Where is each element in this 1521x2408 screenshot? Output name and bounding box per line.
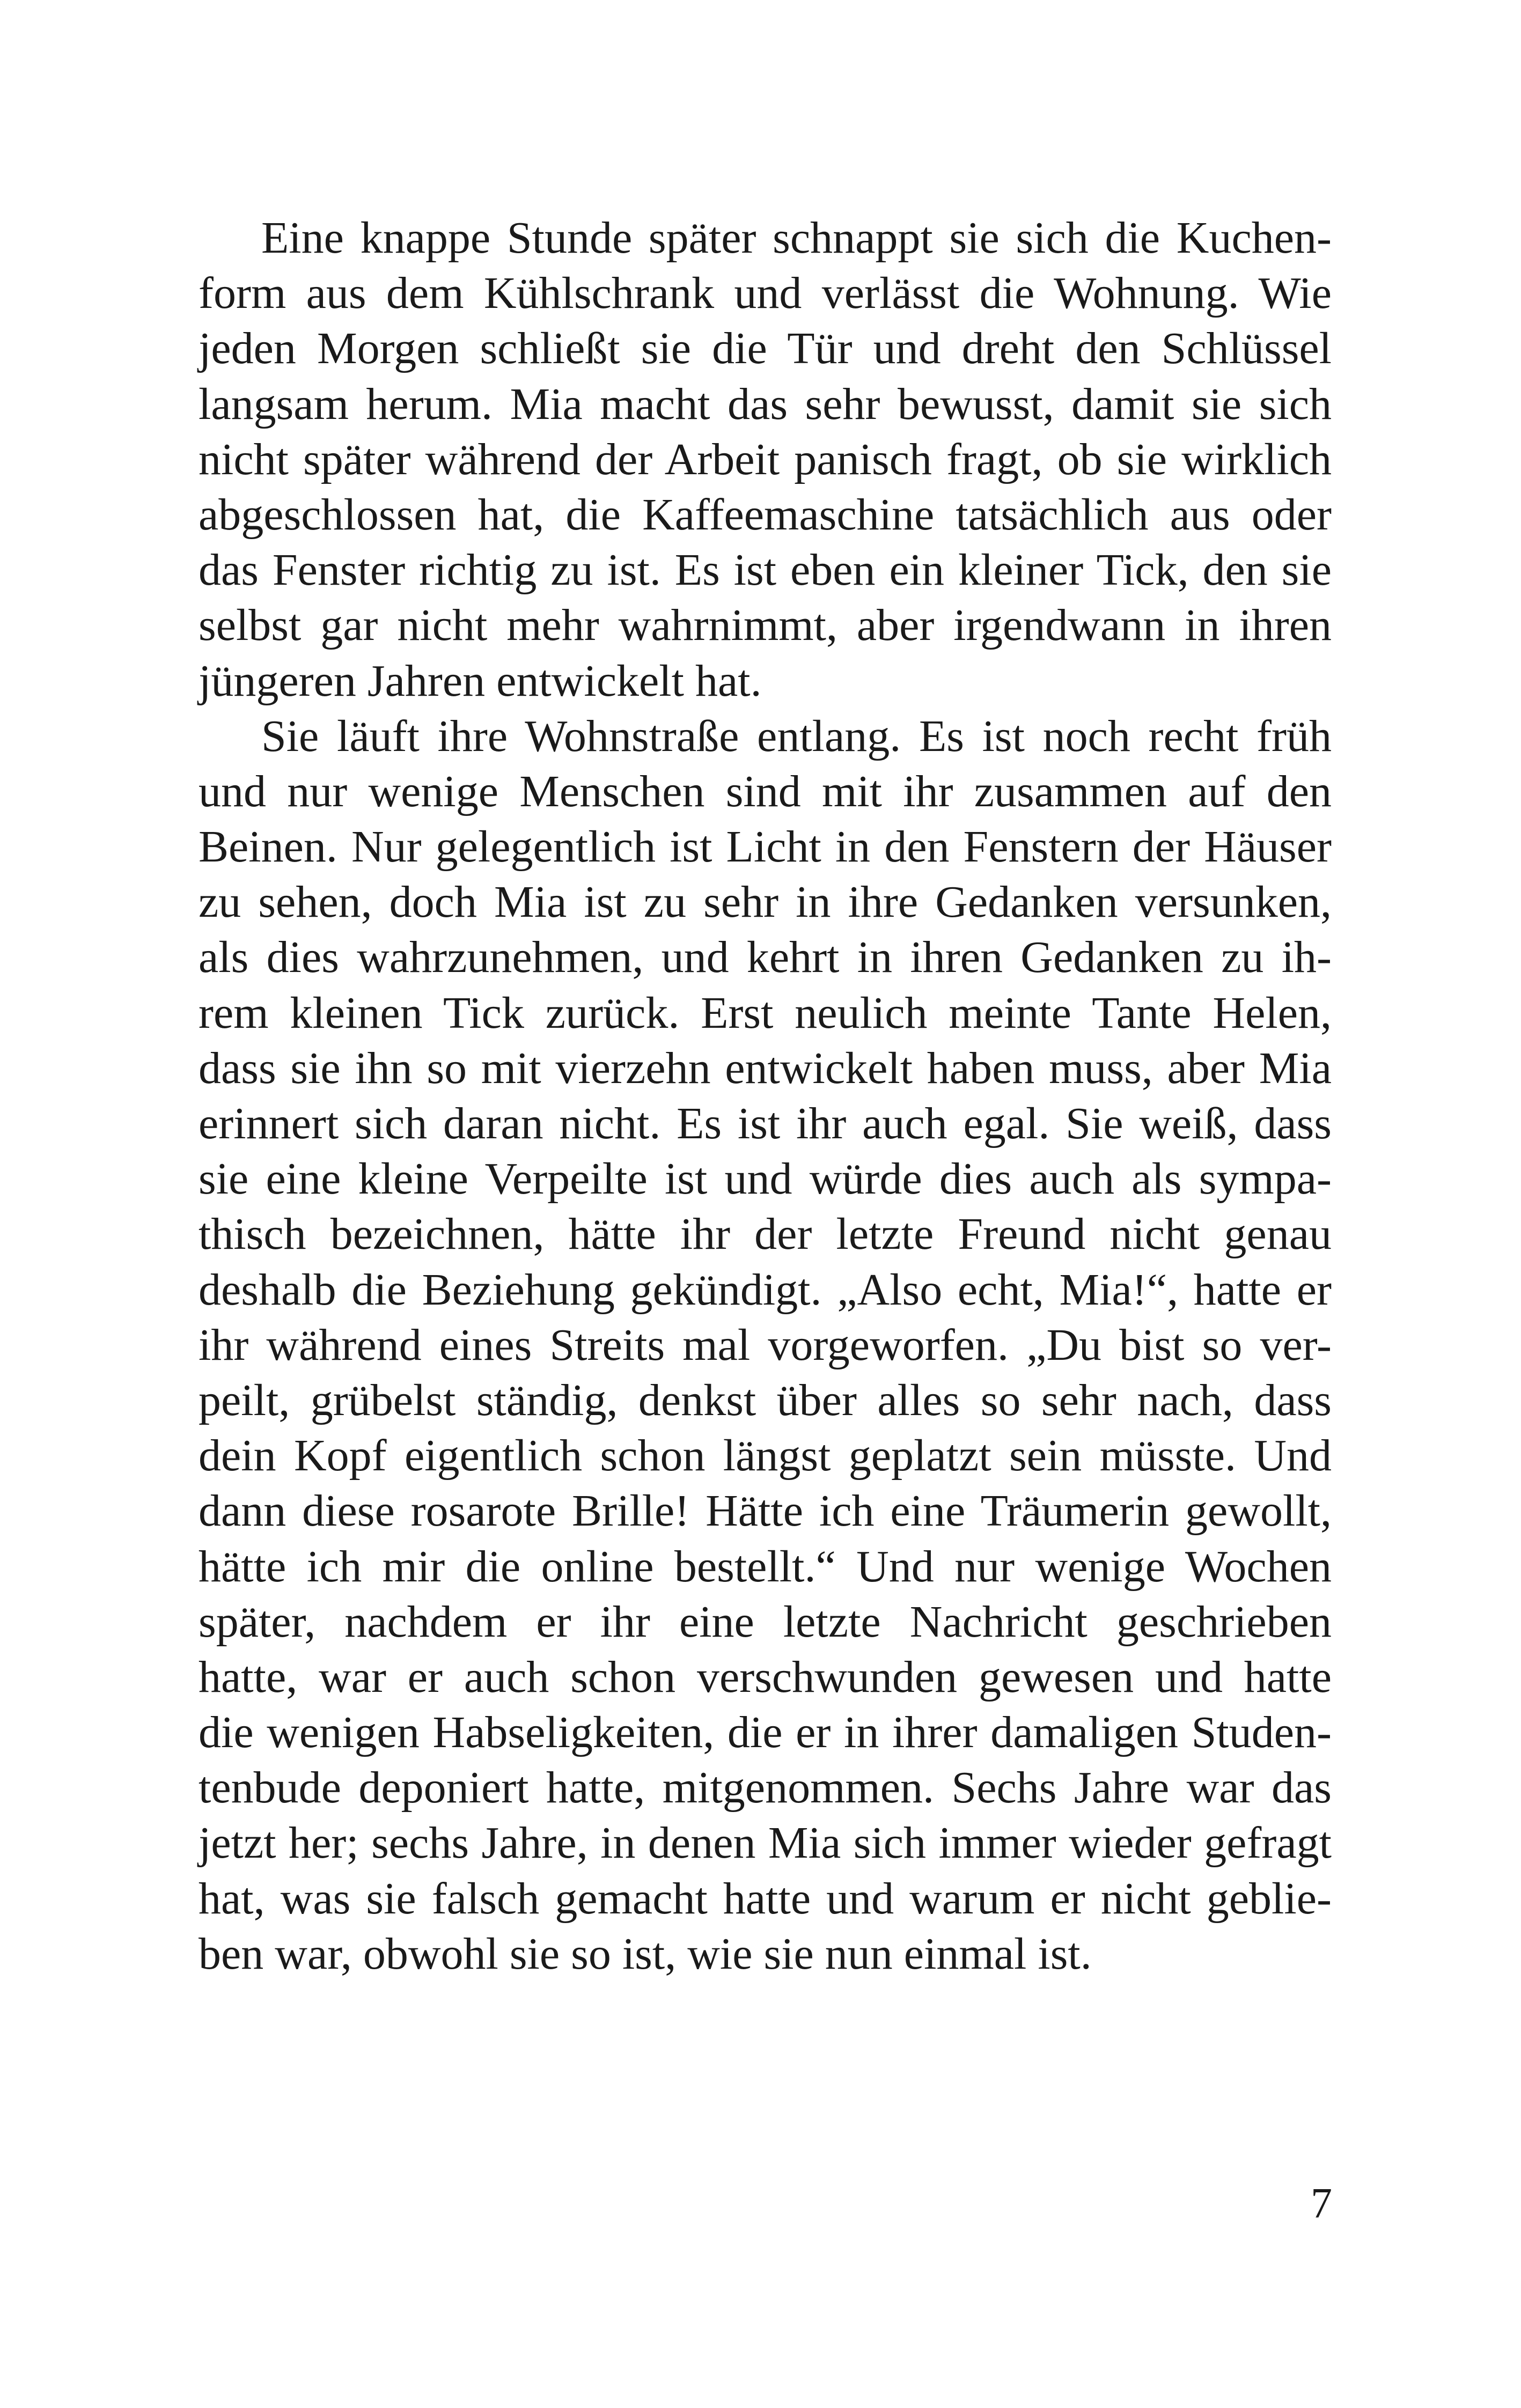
body-text <box>199 210 1332 1982</box>
paragraph-2-line-14: dein Kopf eigentlich schon längst geplatzt sein müsste. Und <box>199 1431 1332 1481</box>
paragraph-2-line-9: sie eine kleine Verpeilte ist und würde dies auch als sympa- <box>199 1154 1332 1204</box>
paragraph-1-line-1: Eine knappe Stunde später schnappt sie sich die Kuchen- <box>261 213 1332 263</box>
paragraph-2-line-18: hatte, war er auch schon verschwunden gewesen und hatte <box>199 1652 1332 1702</box>
paragraph-2-line-17: später, nachdem er ihr eine letzte Nachricht geschrieben <box>199 1596 1332 1647</box>
paragraph-1-line-2: form aus dem Kühlschrank und verlässt die Wohnung. Wie <box>199 268 1332 319</box>
page-number: 7 <box>1311 2180 1332 2227</box>
paragraph-2-line-20: tenbude deponiert hatte, mitgenommen. Sechs Jahre war das <box>199 1763 1332 1813</box>
paragraph-1-line-6: abgeschlossen hat, die Kaffeemaschine tatsächlich aus oder <box>199 489 1332 540</box>
paragraph-2-line-2: und nur wenige Menschen sind mit ihr zusammen auf den <box>199 766 1332 816</box>
paragraph-2-line-10: thisch bezeichnen, hätte ihr der letzte Freund nicht genau <box>199 1209 1332 1260</box>
paragraph-2-line-3: Beinen. Nur gelegentlich ist Licht in den Fenstern der Häuser <box>199 822 1332 872</box>
paragraph-2-line-11: deshalb die Beziehung gekündigt. „Also echt, Mia!“, hatte er <box>199 1264 1332 1315</box>
paragraph-2-line-23: ben war, obwohl sie so ist, wie sie nun einmal ist. <box>199 1928 1092 1979</box>
paragraph-2-line-4: zu sehen, doch Mia ist zu sehr in ihre Gedanken versunken, <box>199 877 1332 927</box>
paragraph-2-line-22: hat, was sie falsch gemacht hatte und warum er nicht geblie- <box>199 1873 1332 1924</box>
paragraph-2-line-21: jetzt her; sechs Jahre, in denen Mia sich immer wieder gefragt <box>199 1818 1332 1868</box>
paragraph-2-line-12: ihr während eines Streits mal vorgeworfen. „Du bist so ver- <box>199 1320 1332 1370</box>
paragraph-2-line-7: dass sie ihn so mit vierzehn entwickelt haben muss, aber Mia <box>199 1043 1332 1093</box>
paragraph-1-line-5: nicht später während der Arbeit panisch fragt, ob sie wirklich <box>199 434 1332 484</box>
paragraph-1-line-4: langsam herum. Mia macht das sehr bewusst, damit sie sich <box>199 379 1332 429</box>
paragraph-1-line-7: das Fenster richtig zu ist. Es ist eben ein kleiner Tick, den sie <box>199 545 1332 595</box>
paragraph-2-line-16: hätte ich mir die online bestellt.“ Und nur wenige Wochen <box>199 1541 1332 1592</box>
paragraph-1-line-8: selbst gar nicht mehr wahrnimmt, aber irgendwann in ihren <box>199 600 1332 651</box>
paragraph-1-line-9: jüngeren Jahren entwickelt hat. <box>199 656 762 706</box>
paragraph-2-line-8: erinnert sich daran nicht. Es ist ihr auch egal. Sie weiß, dass <box>199 1099 1332 1148</box>
paragraph-1-line-3: jeden Morgen schließt sie die Tür und dreht den Schlüssel <box>199 323 1332 374</box>
paragraph-2-line-15: dann diese rosarote Brille! Hätte ich eine Träumerin gewollt, <box>199 1486 1332 1536</box>
paragraph-2-line-5: als dies wahrzunehmen, und kehrt in ihren Gedanken zu ih- <box>199 932 1332 983</box>
paragraph-2-line-13: peilt, grübelst ständig, denkst über alles so sehr nach, dass <box>199 1375 1332 1425</box>
paragraph-2-line-1: Sie läuft ihre Wohnstraße entlang. Es ist noch recht früh <box>261 711 1332 761</box>
paragraph-2-line-19: die wenigen Habseligkeiten, die er in ihrer damaligen Studen- <box>199 1707 1332 1758</box>
paragraph-2-line-6: rem kleinen Tick zurück. Erst neulich meinte Tante Helen, <box>199 988 1332 1038</box>
